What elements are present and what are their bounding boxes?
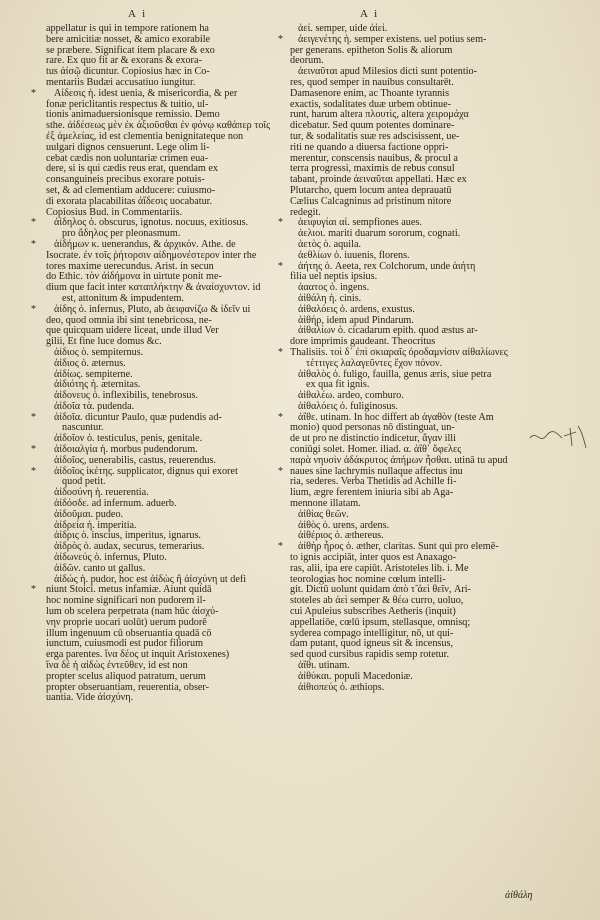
line-text: uulgari dignos censuerunt. Lege olim li- [46, 141, 210, 153]
line-text: ἀἰδρὸς ὁ. audax, securus, temerarius. [54, 541, 205, 553]
line-text: ras, alii, ipa ere capiūt. Aristoteles lib. i. Me [290, 562, 469, 574]
line-text: ἀἴθι. utinam. [298, 660, 350, 672]
line-text: ἀἰδρεία ἡ. imperitia. [54, 519, 137, 531]
line-text: mentariis Budæi accusatiuo iungitur. [46, 76, 196, 88]
line-text: propter scelus aliquod patratum, uerum [46, 670, 206, 682]
line-text: ἀἰθαλὸς ὁ. fuligo, fauilla, genus æris, siue petra [298, 368, 492, 380]
asterisk-marker-icon: * [278, 217, 283, 229]
line-text: ἀἰδρις ὁ. inscius, imperitus, ignarus. [54, 530, 201, 542]
line-text: ἀἰθαλέω. ardeo, comburo. [298, 390, 404, 402]
asterisk-marker-icon: * [278, 465, 283, 477]
line-text: ἀἰθαλίων ὁ. cicadarum epith. quod æstus ar- [298, 325, 478, 337]
line-text: ἀειφυγίαι αἱ. sempfiones aues. [298, 217, 422, 229]
line-text: τέττιγες λαλαγεῦντες ἔχον πόνον. [306, 357, 443, 369]
line-text: Plutarcho, quem locum antea deprauatū [290, 184, 452, 196]
line-text: erga parentes. ἵνα δέος ut inquit Aristoxenes) [46, 649, 230, 661]
line-text: ἀἰθιοπεύς ὁ. æthiops. [298, 681, 385, 693]
line-text: ἀἰθήρ, idem apud Pindarum. [298, 314, 414, 326]
asterisk-marker-icon: * [31, 303, 36, 315]
line-text: se præbere. Significat item placare & exo [46, 44, 215, 56]
line-text: dicebatur. Sed quum potentes dominare- [290, 120, 455, 132]
line-text: que quicquam uidere liceat, unde illud Ver [46, 325, 219, 337]
line-text: stoteles ab ἀεὶ semper & θέω curro, uoluo, [290, 595, 464, 607]
line-text: παρὰ νηυσὶν ἀδάκρυτος ἀπήμων ἧσθαι. utinā tu apud [290, 454, 508, 466]
line-text: ἀελιοι. mariti duarum sororum, cognati. [298, 228, 461, 240]
line-text: ἀἰδοῖα τὰ. pudenda. [54, 400, 135, 412]
asterisk-marker-icon: * [278, 33, 283, 45]
line-text: dere, si is qui cædis reus erat, quendam ex [46, 163, 219, 175]
asterisk-marker-icon: * [31, 87, 36, 99]
text-line [34, 693, 266, 704]
line-text: mennone illatam. [290, 498, 361, 510]
line-text: redegit. [290, 206, 321, 218]
line-text: ex qua fit ignis. [306, 379, 370, 391]
line-text: tabant, proinde ἀειναῦται appellati. Hæc ex [290, 174, 467, 186]
line-text: ἐξ ἀμελείας, id est clementia benignitateque non [46, 130, 244, 142]
line-text: ἀειγενέτης ἡ. semper existens. uel potius sem- [298, 33, 487, 45]
line-text: quod petit. [62, 476, 106, 488]
line-text: res, quod semper in nauibus consultarēt. [290, 76, 454, 88]
line-text: ἀἰθαλόεις ὁ. fuliginosus. [298, 400, 398, 412]
line-text: Αἰδεσις ἡ. idest uenia, & misericordia, & per [54, 87, 238, 99]
line-text: tores maxime uerecundus. Arist. in secun [46, 260, 214, 272]
line-text: git. Dictū uolunt quidam ἀπὸ τ̃ ἀεὶ θεῖν, Ari- [290, 584, 471, 596]
line-text: di exorata placabilitas ἀἴδεσις uocabatur. [46, 195, 213, 207]
line-text: Cælius Calcagninus ad pristinum nitore [290, 195, 452, 207]
line-text: consanguineis precibus exorare potuis- [46, 174, 205, 186]
asterisk-marker-icon: * [31, 465, 36, 477]
line-text: hoc nomine significari non pudorem il- [46, 595, 206, 607]
line-text: do Ethic. τὸν ἀἰδήμονα in uirtute ponit me- [46, 271, 222, 283]
line-text: ἀἰθίας θεῶν. [298, 508, 349, 520]
line-text: ἀἰδωνεύς ὁ. infernus, Pluto. [54, 552, 167, 564]
line-text: ἀἰθάλη ἡ. cinis. [298, 292, 362, 304]
line-text: tus ἀἰσῷ dicuntur. Copiosius hæc in Co- [46, 66, 210, 78]
left-text-column [31, 23, 271, 704]
line-text: rare. Ex quo fit ar & exorans & exora- [46, 55, 202, 67]
line-text: ἀἰδιότης ἡ. æternitas. [54, 379, 141, 391]
line-text: dam putant, quod igneus sit & incensus, [290, 638, 453, 650]
line-text: ἀἰδίως. sempiterne. [54, 368, 133, 380]
line-text: set, & ad clementiam adducere: cuiusmo- [46, 184, 216, 196]
line-text: de ut pro ne distinctio indicetur, ἄγαν illi [290, 433, 456, 445]
line-text: ἀήτης ὁ. Aeeta, rex Colchorum, unde ἀιήτη [298, 260, 476, 272]
line-text: propter obseruantiam, reuerentia, obser- [46, 681, 210, 693]
line-text: ἀἰδοῖον ὁ. testiculus, penis, genitale. [54, 433, 203, 445]
line-text: νην proprie uocari uolūt) uerum pudorē [46, 616, 207, 628]
line-text: gilii, Et fine luce domus &c. [46, 336, 162, 348]
line-text: ἀἰδιος ὁ. æternus. [54, 357, 126, 369]
line-text: nascuntur. [62, 422, 104, 434]
line-text: ἀἰδόσδε. ad infernum. aduerb. [54, 498, 177, 510]
line-text: iunctum, cuiusmodi est pudor filiorum [46, 638, 204, 650]
line-text: illum ingenuum cū obseruantia quadā cō [46, 627, 212, 639]
line-text: lium, ægre ferentem iniuria sibi ab Aga- [290, 487, 454, 499]
line-text: ἀἴθε. utinam. In hoc differt ab ἀγαθὸν (teste Am [298, 411, 494, 423]
line-text: sthe. ἀἰδέσεως μὲν ἐκ ἀξιοῦσθαι ἐν φόνῳ καθάπερ τοῖς [46, 120, 271, 132]
line-text: ἀἰδώς ἡ. pudor, hoc est ἀἰδὼς ἢ ἀἰσχύνη ut defi [54, 573, 247, 585]
line-text: dore imprimis gaudeant. Theocritus [290, 336, 436, 348]
line-text: filia uel neptis ipsius. [290, 271, 378, 283]
line-text: bere amicitiæ nosset, & amico exorabile [46, 33, 211, 45]
line-text: Thalisiis. τοὶ δ᾽ ἐπὶ σκιαραῖς ὀροδαμνίσιν αἰθαλίωνες [290, 346, 508, 358]
asterisk-marker-icon: * [278, 346, 283, 358]
line-text: teorologias hoc nomine cœlum intelli- [290, 573, 446, 585]
line-text: ἀἰδονευς ὁ. inflexibilis, tenebrosus. [54, 390, 199, 402]
line-text: est, attonitum & impudentem. [62, 292, 184, 304]
line-text: appellatur is qui in tempore rationem ha [46, 23, 209, 34]
line-text: ἀεθλίων ὁ. iuuenis, florens. [298, 249, 410, 261]
line-text: Isocrate. ἐν τοῖς ῥήτορσιν αἰδημονέστερον inter rhe [46, 249, 257, 261]
line-text: ἀἰδοιαλγία ἡ. morbus pudendorum. [54, 444, 198, 456]
line-text: ἀἰδης ὁ. infernus, Pluto, ab ἀειφανίζω & ἰδεῖν ui [54, 303, 251, 315]
line-text: ἀἰδοῖος ἱκέτης. supplicator, dignus qui exoret [54, 465, 238, 477]
line-text: ἀἰδῶν. canto ut gallus. [54, 562, 146, 574]
asterisk-marker-icon: * [31, 238, 36, 250]
line-text: terra progressi, maximis de rebus consul [290, 163, 455, 175]
line-text: ἀἰθαλόεις ὁ. ardens, exustus. [298, 303, 415, 315]
line-text: cui Apuleius subscribes Aetheris (inquit) [290, 606, 456, 618]
text-line [278, 683, 528, 694]
line-text: ἀἰδοῦμαι. pudeo. [54, 508, 124, 520]
asterisk-marker-icon: * [278, 411, 283, 423]
line-text: syderea compago intelligitur, nō, ut qui- [290, 627, 454, 639]
line-text: ἵνα δὲ ἡ αἰδὼς ἐντεῦθεν, id est non [46, 660, 188, 672]
line-text: appellatiōe, cœlū ipsum, stellasque, omnisq; [290, 616, 471, 628]
line-text: naues sine lachrymis nullaque affectus inu [290, 465, 463, 477]
line-text: ria, sederes. Verba Thetidis ad Achille fi- [290, 476, 457, 488]
folio-right: A i [360, 8, 380, 20]
handwritten-margin-note [528, 418, 590, 458]
line-text: merentur, conscensis nauibus, & procul a [290, 152, 458, 164]
line-text: tionis animaduersionisque remissio. Demo [46, 109, 220, 121]
line-text: tur, & sodalitatis suæ res adscisissent, ue- [290, 130, 460, 142]
line-text: deorum. [290, 55, 324, 67]
asterisk-marker-icon: * [31, 411, 36, 423]
line-text: ἀἰθύκαι. populi Macedoniæ. [298, 670, 413, 682]
line-text: per generans. epitheton Solis & aliorum [290, 44, 453, 56]
line-text: uantia. Vide ἀἰσχύνη. [46, 692, 134, 704]
line-text: runt, harum altera πλουτὶς, altera χειρομάχα [290, 109, 469, 121]
line-text: ἀἰθὴρ ἦρος ὁ. æther, claritas. Sunt qui pro elemē- [298, 541, 499, 553]
line-text: ἀἰδοῖος, uenerabilis, castus, reuerendus. [54, 454, 216, 466]
asterisk-marker-icon: * [278, 260, 283, 272]
line-text: cebat cædis non uoluntariæ crimen eua- [46, 152, 209, 164]
line-text: to ignis accipiāt, inter quos est Anaxago- [290, 552, 457, 564]
asterisk-marker-icon: * [31, 444, 36, 456]
asterisk-marker-icon: * [31, 584, 36, 596]
line-text: ἀἰθέριος ὁ. æthereus. [298, 530, 384, 542]
line-text: ἀειναῦται apud Milesios dicti sunt potentio- [298, 66, 478, 78]
line-text: pro ἄδηλος per pleonasmum. [62, 228, 181, 240]
line-text: ἀἰθὸς ὁ. urens, ardens. [298, 519, 390, 531]
line-text: exactis, sodalitates duæ urbem obtinue- [290, 98, 451, 110]
line-text: lum ob scelera perpetrata (nam hūc ἀἰσχύ- [46, 606, 219, 618]
line-text: monio) quod personas nō distinguat, un- [290, 422, 455, 434]
catchword: ἀἰθάλη [505, 890, 533, 901]
line-text: ἀἰδήμων κ. uenerandus, & ἀρχικόν. Athe. de [54, 238, 236, 250]
line-text: Damasenore enim, ac Thoante tyrannis [290, 87, 450, 99]
line-text: niunt Stoici. metus infamiæ. Aiunt quidā [46, 584, 212, 596]
asterisk-marker-icon: * [31, 217, 36, 229]
line-text: dium que facit inter καταπλήκτην & ἀναίσχυντον. id [46, 282, 261, 294]
line-text: sed quod cursibus rapidis semp rotetur. [290, 649, 450, 661]
folio-left: A i [128, 8, 148, 20]
line-text: ἀαατος ὁ. ingens. [298, 282, 370, 294]
line-text: deo, quod omnia ibi sint tenebricosa, ne- [46, 314, 212, 326]
line-text: riti ne quando a diuersa factione oppri- [290, 141, 449, 153]
line-text: ἀἰδοῖα. dicuntur Paulo, quæ pudendis ad- [54, 411, 222, 423]
line-text: ἀἰδηλος ὁ. obscurus, ignotus. nocuus, exitiosus. [54, 217, 249, 229]
line-text: fonæ periclitantis respectus & tuitio, ul- [46, 98, 209, 110]
asterisk-marker-icon: * [278, 541, 283, 553]
line-text: ἀεί. semper, uide ἀἰεί. [298, 23, 388, 34]
right-text-column [278, 24, 528, 693]
line-text: coniūgi solet. Homer. iliad. α. ἀἴθ᾽ ὄφελες [290, 444, 462, 456]
line-text: ἀετὸς ὁ. aquila. [298, 238, 362, 250]
line-text: Copiosius Bud. in Commentariis. [46, 206, 183, 218]
line-text: ἀἰδιος ὁ. sempiternus. [54, 346, 144, 358]
line-text: ἀἰδοσύνη ἡ. reuerentia. [54, 487, 149, 499]
